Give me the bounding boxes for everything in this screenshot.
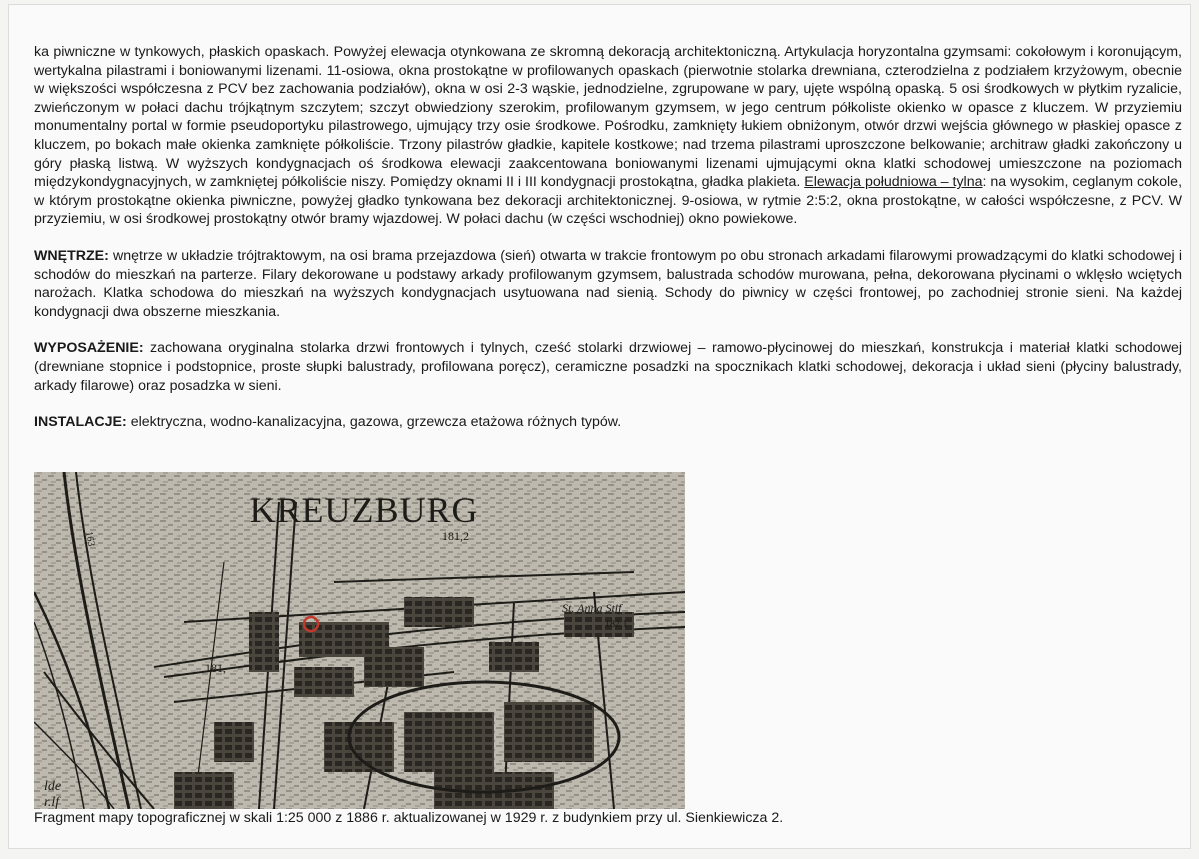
- equipment-label: WYPOSAŻENIE:: [34, 340, 144, 357]
- map-elevation-left: 181,: [205, 661, 226, 675]
- installations-label: INSTALACJE:: [34, 414, 127, 431]
- facade-description: ka piwniczne w tynkowych, płaskich opaskach. Powyżej elewacja otynkowana ze skromną dekoracją architektoniczną. Artykulacja horyzontalna gzymsami: cokołowym i koronującym, wertykalna pilastrami i boniowanymi lizenami. 11-osiowa, okna prostokątne w profilowanych opaskach (pierwotnie stolarka drewniana, czterodzielna z podziałem krzyżowym, obecnie w większości współczesna z PCV bez zachowania podziałów), okna w osi 2-3 wąskie, jednodzielne, zgrupowane w pary, ujęte wspólną opaską. 5 osi środkowych w płytkim ryzalicie, zwieńczonym w połaci dachu trójkątnym szczytem; szczyt obwiedziony szerokim, profilowanym gzymsem, w jego centrum półkoliste okienko w opasce z kluczem. W przyziemiu monumentalny portal w formie pseudoportyku pilastrowego, ujmujący trzy osie środkowe. Pośrodku, zamknięty łukiem obniżonym, otwór drzwi wejścia głównego w płaskiej opasce z kluczem, po bokach małe okienka zamknięte półkoliście. Trzony pilastrów gładkie, kapitele kostkowe; nad trzema pilastrami uproszczone belkowanie; architraw gładki zakończony u góry płaską listwą. W wyższych kondygnacjach oś środkowa elewacji zaakcentowana boniowanymi lizenami ujmującymi okna klatki schodowej umieszczone na poziomach międzykondygnacyjnych, w zamkniętej półkoliście niszy. Pomiędzy oknami II i III kondygnacji prostokątna, gładka plakieta. Elewacja południowa – tylna: na wysokim, ceglanym cokole, w którym prostokątne okienka piwniczne, powyżej gładko tynkowana bez dekoracji architektonicznej. 9-osiowa, w rytmie 2:5:2, okna prostokątne, w całości współczesne, z PCV. W przyziemiu, w osi środkowej prostokątny otwór bramy wjazdowej. W połaci dachu (w części wschodniej) okno powiekowe.: [34, 44, 1183, 228]
- interior-text: wnętrze w układzie trójtraktowym, na osi brama przejazdowa (sień) otwarta w trakcie frontowym po obu stronach arkadami filarowymi prowadzącymi do klatki schodowej i schodów do mieszkań na parterze. Filary dekorowane u podstawy arkady profilowanym gzymsem, balustrada schodów murowana, pełna, dekorowana płycinami o wklęsło wciętych narożach. Klatka schodowa do mieszkań na wyższych kondygnacjach usytuowana nad sienią. Schody do piwnicy w części frontowej, po zachodniej stronie sieni. Na każdej kondygnacji dwa obszerne mieszkania.: [34, 247, 1182, 320]
- interior-section: [34, 247, 1182, 321]
- south-elevation-heading: Elewacja południowa – tylna: [804, 174, 983, 191]
- map-elevation-right: 182,1: [605, 619, 628, 630]
- map-side-label: 163: [83, 530, 97, 548]
- document-text: [34, 43, 1182, 450]
- map-town-name: KREUZBURG: [249, 490, 479, 530]
- equipment-text: zachowana oryginalna stolarka drzwi frontowych i tylnych, cześć stolarki drzwiowej – ramowo-płycinowej do mieszkań, konstrukcja i materiał klatki schodowej (drewniane stopnice i podstopnice, proste słupki balustrady, profilowana poręcz), ceramiczne posadzki na spocznikach klatki schodowej, dekoracja i układ sieni (płyciny balustrady, arkady filarowe) oraz posadzka w sieni.: [34, 340, 1182, 394]
- map-edge-label-2: r.lf: [44, 795, 60, 809]
- map-drawing: [34, 472, 685, 809]
- map-elevation-top: 181,2: [442, 529, 469, 543]
- map-caption: Fragment mapy topograficznej w skali 1:25 000 z 1886 r. aktualizowanej w 1929 r. z budynkiem przy ul. Sienkiewicza 2.: [34, 810, 784, 826]
- map-church-label: St. Anna Stif: [562, 601, 622, 615]
- equipment-section: [34, 339, 1182, 395]
- topographic-map: [34, 472, 685, 809]
- document-page: [8, 4, 1191, 849]
- map-edge-label-1: lde: [44, 779, 62, 794]
- installations-text: elektryczna, wodno-kanalizacyjna, gazowa, grzewcza etażowa różnych typów.: [126, 414, 622, 431]
- interior-label: WNĘTRZE:: [34, 247, 109, 264]
- installations-section: [34, 413, 1182, 432]
